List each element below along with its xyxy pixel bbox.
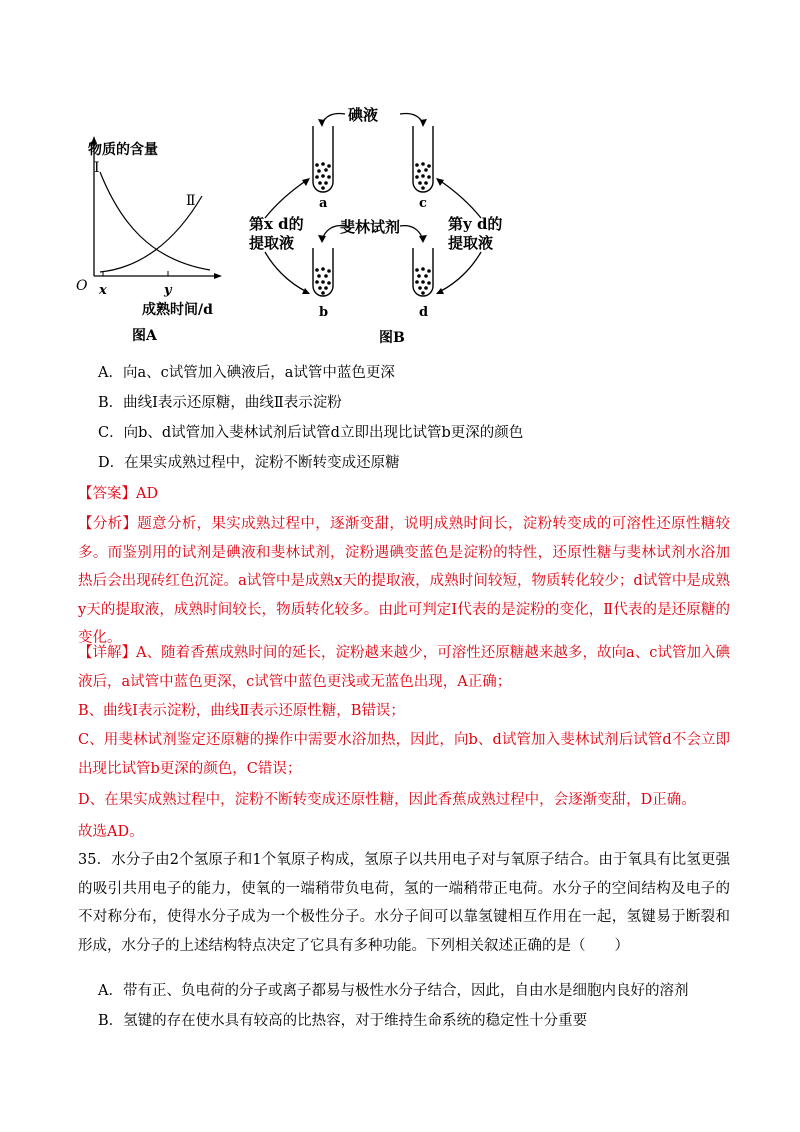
q35-stem: 35．水分子由2个氢原子和1个氧原子构成，氢原子以共用电子对与氧原子结合。由于氧具有比氢更强的吸引共用电子的能力，使氧的一端稍带负电荷，氢的一端稍带正电荷。水分子的空间结构及电子的不对称分布，使得水分子成为一个极性分子。水分子间可以靠氢键相互作用在一起，氢键易于断裂和形成，水分子的上述结构特点决定了它具有多种功能。下列相关叙述正确的是（ ）	[78, 852, 730, 954]
test-tube-d	[413, 248, 433, 296]
right-label-line1: 第y d的	[448, 215, 503, 233]
figure-b-caption: 图B	[379, 330, 405, 345]
answer: 【答案】AD	[78, 486, 159, 502]
tick-x-label: x	[99, 283, 107, 298]
q35-option-b: B．氢键的存在使水具有较高的比热容，对于维持生命系统的稳定性十分重要	[98, 1013, 588, 1029]
tube-d-label: d	[419, 305, 429, 320]
left-label-line1: 第x d的	[249, 215, 304, 233]
analysis: 【分析】题意分析，果实成熟过程中，逐渐变甜，说明成熟时间长，淀粉转变成的可溶性还原性糖较多。而鉴别用的试剂是碘液和斐林试剂，淀粉遇碘变蓝色是淀粉的特性，还原性糖与斐林试剂水浴加热后会出现砖红色沉淀。a试管中是成熟x天的提取液，成熟时间较短，物质转化较少；d试管中是成熟y天的提取液，成熟时间较长，物质转化较多。由此可判定Ⅰ代表的是淀粉的变化，Ⅱ代表的是还原糖的变化。	[78, 516, 730, 646]
y-axis-label: 物质的含量	[88, 142, 158, 158]
tube-a-label: a	[319, 196, 328, 211]
tube-c-label: c	[419, 196, 427, 211]
left-label-line2: 提取液	[249, 234, 295, 252]
figure-a-graph	[70, 130, 240, 345]
fehling-label: 斐林试剂	[340, 218, 401, 236]
test-tube-b	[313, 248, 333, 296]
curve-i-label: Ⅰ	[94, 160, 100, 176]
detail-c: C、用斐林试剂鉴定还原糖的操作中需要水浴加热，因此，向b、d试管加入斐林试剂后试管d不会立即出现比试管b更深的颜色，C错误；	[78, 732, 730, 777]
figure-a-caption: 图A	[132, 328, 157, 344]
test-tube-a	[313, 126, 333, 192]
q34-option-d: D．在果实成熟过程中，淀粉不断转变成还原糖	[98, 455, 400, 471]
q35-option-a: A．带有正、负电荷的分子或离子都易与极性水分子结合，因此，自由水是细胞内良好的溶剂	[98, 983, 689, 999]
arrows	[265, 113, 481, 292]
curve-ii-label: Ⅱ	[186, 193, 196, 209]
figure-b-diagram	[245, 100, 515, 345]
origin-label: O	[76, 278, 88, 294]
q34-option-b: B．曲线Ⅰ表示还原糖，曲线Ⅱ表示淀粉	[98, 395, 342, 411]
detail-a: 【详解】A、随着香蕉成熟时间的延长，淀粉越来越少，可溶性还原糖越来越多，故向a、c试管加入碘液后，a试管中蓝色更深，c试管中蓝色更浅或无蓝色出现，A正确；	[78, 645, 730, 690]
test-tube-c	[413, 126, 433, 192]
conclusion: 故选AD。	[78, 824, 144, 840]
q34-option-a: A．向a、c试管加入碘液后，a试管中蓝色更深	[98, 365, 395, 381]
x-axis-arrow	[214, 273, 222, 279]
curve-i	[100, 172, 210, 270]
tick-y-label: y	[164, 283, 172, 298]
detail-b: B、曲线Ⅰ表示淀粉，曲线Ⅱ表示还原性糖，B错误；	[78, 703, 405, 719]
tube-b-label: b	[319, 305, 329, 320]
x-axis-label: 成熟时间/d	[142, 302, 213, 318]
detail-d: D、在果实成熟过程中，淀粉不断转变成还原性糖，因此香蕉成熟过程中，会逐渐变甜，D正确。	[78, 792, 696, 808]
right-label-line2: 提取液	[448, 234, 494, 252]
q34-option-c: C．向b、d试管加入斐林试剂后试管d立即出现比试管b更深的颜色	[98, 425, 524, 441]
iodine-label: 碘液	[348, 106, 379, 124]
